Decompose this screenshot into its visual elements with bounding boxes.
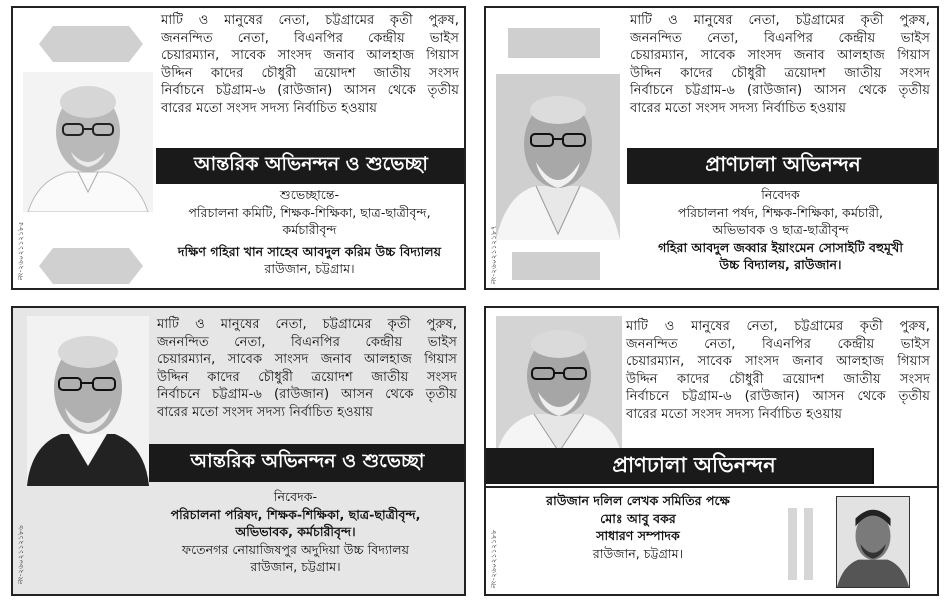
main-message-line: মাটি ও মানুষের নেতা, চট্টগ্রামের কৃতী পুরুষ, — [157, 317, 457, 332]
institution-name: দক্ষিণ গহিরা খান সাহেব আবদুল করিম উচ্চ বিদ্যালয় — [177, 243, 442, 259]
signatory-block — [153, 186, 466, 278]
institution-name: গহিরা আবদুল জব্বার ইয়াংমেন সোসাইটি বহুমূখী — [658, 239, 903, 255]
main-message — [161, 12, 459, 118]
main-message-line: মাটি ও মানুষের নেতা, চট্টগ্রামের কৃতী পুরুষ, — [626, 319, 930, 334]
signatory-designation: সাধারণ সম্পাদক — [596, 528, 680, 543]
main-message-line: চেয়ারম্যান, সাবেক সাংসদ জনাব আলহাজ গিয়াস — [630, 48, 930, 64]
signatory-line: পরিচালনা কমিটি, শিক্ষক-শিক্ষিকা, ছাত্র-ছাত্রীবৃন্দ, — [188, 204, 431, 220]
signatory-block — [125, 488, 466, 576]
congrats-banner: আন্তরিক অভিনন্দন ও শুভেচ্ছা — [156, 148, 466, 184]
signatory-name: মোঃ আবু বকর — [600, 510, 676, 526]
main-message — [157, 316, 457, 422]
main-message-line: উদ্দিন কাদের চৌধুরী ত্রয়োদশ জাতীয় সংসদ — [161, 65, 459, 81]
institution-location: রাউজান, চট্টগ্রাম। — [250, 559, 341, 574]
signatory-block — [502, 492, 774, 562]
signatory-block — [622, 186, 939, 274]
main-message-line: জননন্দিত নেতা, বিএনপির কেন্দ্রীয় ভাইস — [626, 336, 930, 352]
main-message-line: নির্বাচনে চট্টগ্রাম-৬ (রাউজান) আসন থেকে তৃতীয় — [626, 389, 930, 405]
main-message-line: মাটি ও মানুষের নেতা, চট্টগ্রামের কৃতী পুরুষ, — [630, 13, 930, 28]
ad-top-right — [484, 6, 939, 290]
main-message — [626, 318, 930, 424]
double-bar-ornament — [786, 508, 816, 580]
main-message-line: মাটি ও মানুষের নেতা, চট্টগ্রামের কৃতী পুরুষ, — [161, 13, 459, 28]
congrats-banner: আন্তরিক অভিনন্দন ও শুভেচ্ছা — [149, 444, 466, 482]
main-message-line: চেয়ারম্যান, সাবেক সাংসদ জনাব আলহাজ গিয়াস — [161, 48, 459, 64]
main-message-line: চেয়ারম্যান, সাবেক সাংসদ জনাব আলহাজ গিয়াস — [157, 352, 457, 368]
institution-name: ফতেনগর নোয়াজিষপুর অদুদিয়া উচ্চ বিদ্যালয় — [181, 541, 410, 557]
main-message-line: উদ্দিন কাদের চৌধুরী ত্রয়োদশ জাতীয় সংসদ — [626, 371, 930, 387]
main-message-line: নির্বাচনে চট্টগ্রাম-৬ (রাউজান) আসন থেকে তৃতীয় — [161, 83, 459, 99]
leader-photo — [496, 74, 620, 240]
leader-photo — [27, 316, 149, 486]
leader-photo — [496, 316, 622, 456]
diamond-ornament-bottom — [39, 248, 143, 284]
congrats-banner: প্রাণঢালা অভিনন্দন — [627, 148, 939, 184]
divider-line — [486, 486, 939, 488]
placeholder-block-bottom — [512, 252, 600, 280]
signatory-photo — [836, 496, 910, 588]
signatory-line: শুভেচ্ছান্তে- — [279, 187, 340, 202]
institution-location: উচ্চ বিদ্যালয়, রাউজান। — [719, 257, 842, 272]
signatory-line: অভিভাবক, কর্মচারীবৃন্দ। — [235, 524, 356, 539]
signatory-line: নিবেদক- — [273, 489, 318, 504]
main-message-line: উদ্দিন কাদের চৌধুরী ত্রয়োদশ জাতীয় সংসদ — [157, 369, 457, 385]
main-message-line: জননন্দিত নেতা, বিএনপির কেন্দ্রীয় ভাইস — [161, 30, 459, 46]
signatory-location: রাউজান, চট্টগ্রাম। — [592, 545, 684, 561]
institution-location: রাউজান, চট্টগ্রাম। — [264, 261, 355, 276]
main-message-line: নির্বাচনে চট্টগ্রাম-৬ (রাউজান) আসন থেকে তৃতীয় — [157, 387, 457, 403]
main-message-line: বারের মতো সংসদ সদস্য নির্বাচিত হওয়ায় — [626, 406, 843, 422]
main-message-line: জননন্দিত নেতা, বিএনপির কেন্দ্রীয় ভাইস — [630, 30, 930, 46]
placeholder-block-top — [508, 28, 600, 58]
signatory-line: পরিচালনা পরিষদ, শিক্ষক-শিক্ষিকা, ছাত্র-ছাত্রীবৃন্দ, — [170, 506, 421, 522]
banner-end-box — [872, 448, 939, 484]
signatory-line: নিবেদক — [761, 187, 800, 202]
ad-bottom-right — [484, 306, 939, 596]
main-message-line: চেয়ারম্যান, সাবেক সাংসদ জনাব আলহাজ গিয়াস — [626, 354, 930, 370]
ad-code: নং-২৬০২১১২১৮৮ — [490, 529, 498, 588]
main-message-line: বারের মতো সংসদ সদস্য নির্বাচিত হওয়ায় — [161, 100, 378, 116]
ad-bottom-left — [11, 306, 466, 596]
main-message-line: বারের মতো সংসদ সদস্য নির্বাচিত হওয়ায় — [630, 100, 847, 116]
diamond-ornament-top — [39, 26, 143, 62]
congrats-banner: প্রাণঢালা অভিনন্দন — [486, 448, 872, 484]
ad-code: নং-২৬০২১১২১৮৭ — [490, 225, 498, 284]
main-message-line: বারের মতো সংসদ সদস্য নির্বাচিত হওয়ায় — [157, 404, 374, 420]
ad-code: নং-২৬০২১১২১৮৫ — [17, 221, 25, 280]
signatory-line: পরিচালনা পর্ষদ, শিক্ষক-শিক্ষিকা, কর্মচারী, — [678, 204, 883, 220]
main-message-line: নির্বাচনে চট্টগ্রাম-৬ (রাউজান) আসন থেকে তৃতীয় — [630, 83, 930, 99]
main-message-line: উদ্দিন কাদের চৌধুরী ত্রয়োদশ জাতীয় সংসদ — [630, 65, 930, 81]
main-message-line: জননন্দিত নেতা, বিএনপির কেন্দ্রীয় ভাইস — [157, 334, 457, 350]
ad-code: নং-২৬০২১১২১৮৬ — [17, 525, 25, 584]
signatory-line: অভিভাবক ও ছাত্র-ছাত্রীবৃন্দ — [712, 222, 849, 237]
signatory-line: কর্মচারীবৃন্দ — [282, 222, 337, 237]
ad-top-left — [11, 6, 466, 290]
leader-photo — [23, 72, 153, 212]
organization-name: রাউজান দলিল লেখক সমিতির পক্ষে — [546, 493, 730, 508]
main-message — [630, 12, 930, 118]
